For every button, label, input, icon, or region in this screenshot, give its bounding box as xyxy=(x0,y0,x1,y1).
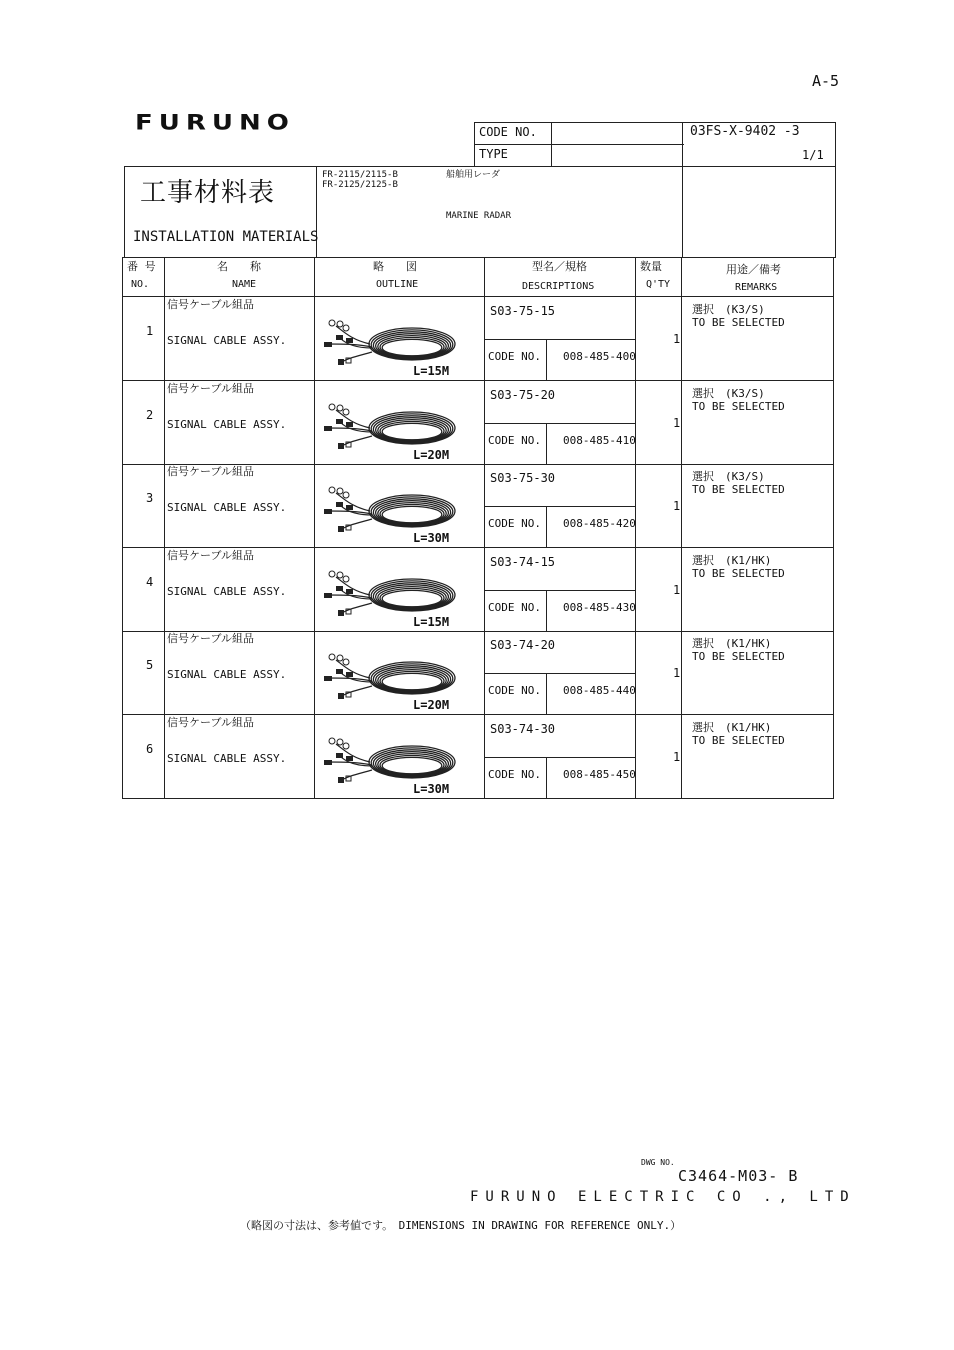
row-divider xyxy=(122,798,834,799)
row-divider xyxy=(122,380,834,381)
cable-coil-icon xyxy=(322,481,462,541)
item-code: 008-485-410 xyxy=(563,434,636,447)
code-divider xyxy=(484,339,635,340)
cable-length-label: L=15M xyxy=(413,615,450,629)
cable-coil-icon xyxy=(322,565,462,625)
model-line-2: FR-2125/2125-B xyxy=(322,180,398,190)
col-name-jp: 名 称 xyxy=(217,260,261,273)
code-split xyxy=(546,673,547,714)
code-divider xyxy=(484,506,635,507)
remark-en: TO BE SELECTED xyxy=(692,734,785,747)
company-name: FURUNO ELECTRIC CO ., LTD xyxy=(470,1189,856,1205)
col-no-jp: 番 号 xyxy=(127,260,156,273)
sheet-number: 1/1 xyxy=(802,148,824,162)
code-label: CODE NO. xyxy=(488,350,541,363)
item-type: S03-74-15 xyxy=(490,555,556,569)
remark-jp: 選択 (K1/HK) xyxy=(692,554,772,567)
item-name-en: SIGNAL CABLE ASSY. xyxy=(167,668,287,681)
item-name-jp: 信号ケーブル組品 xyxy=(167,549,255,562)
code-label: CODE NO. xyxy=(488,601,541,614)
item-type: S03-75-30 xyxy=(490,471,556,485)
remark-en: TO BE SELECTED xyxy=(692,400,785,413)
row-number: 4 xyxy=(146,575,154,589)
item-name-en: SIGNAL CABLE ASSY. xyxy=(167,752,287,765)
cable-coil-icon xyxy=(322,732,462,792)
dwg-label: DWG NO. xyxy=(641,1158,675,1167)
row-number: 5 xyxy=(146,658,154,672)
code-split xyxy=(546,423,547,464)
company-logo: FURUNO xyxy=(135,110,295,136)
code-no-label: CODE NO. xyxy=(479,125,537,139)
item-type: S03-75-15 xyxy=(490,304,556,318)
item-type: S03-75-20 xyxy=(490,388,556,402)
remark-jp: 選択 (K1/HK) xyxy=(692,721,772,734)
code-divider xyxy=(484,673,635,674)
item-quantity: 1 xyxy=(673,499,681,513)
item-code: 008-485-400 xyxy=(563,350,636,363)
item-type: S03-74-30 xyxy=(490,722,556,736)
item-type: S03-74-20 xyxy=(490,638,556,652)
col-name-en: NAME xyxy=(232,279,257,290)
item-code: 008-485-450 xyxy=(563,768,636,781)
title-en: INSTALLATION MATERIALS xyxy=(133,229,319,245)
cable-length-label: L=20M xyxy=(413,448,450,462)
row-number: 6 xyxy=(146,742,154,756)
remark-jp: 選択 (K3/S) xyxy=(692,303,765,316)
remark-jp: 選択 (K1/HK) xyxy=(692,637,772,650)
product-en: MARINE RADAR xyxy=(446,211,512,221)
code-split xyxy=(546,339,547,380)
code-label: CODE NO. xyxy=(488,768,541,781)
cable-coil-icon xyxy=(322,398,462,458)
col-qty-en: Q'TY xyxy=(646,279,671,290)
code-split xyxy=(546,590,547,631)
item-quantity: 1 xyxy=(673,666,681,680)
remark-en: TO BE SELECTED xyxy=(692,567,785,580)
drawing-code: 03FS-X-9402 -3 xyxy=(690,124,800,139)
item-quantity: 1 xyxy=(673,332,681,346)
page-number: A-5 xyxy=(812,72,840,90)
item-code: 008-485-440 xyxy=(563,684,636,697)
remark-en: TO BE SELECTED xyxy=(692,316,785,329)
col-desc-jp: 型名／規格 xyxy=(532,260,587,273)
cable-coil-icon xyxy=(322,648,462,708)
remark-jp: 選択 (K3/S) xyxy=(692,470,765,483)
col-remarks-jp: 用途／備考 xyxy=(726,263,781,276)
item-quantity: 1 xyxy=(673,750,681,764)
col-no-en: NO. xyxy=(131,279,150,290)
remark-jp: 選択 (K3/S) xyxy=(692,387,765,400)
item-name-en: SIGNAL CABLE ASSY. xyxy=(167,501,287,514)
code-divider xyxy=(484,423,635,424)
cable-length-label: L=30M xyxy=(413,782,450,796)
code-divider xyxy=(484,590,635,591)
title-jp: 工事材料表 xyxy=(140,178,276,208)
row-number: 3 xyxy=(146,491,154,505)
row-number: 2 xyxy=(146,408,154,422)
cable-length-label: L=20M xyxy=(413,698,450,712)
item-name-en: SIGNAL CABLE ASSY. xyxy=(167,585,287,598)
item-name-jp: 信号ケーブル組品 xyxy=(167,382,255,395)
col-desc-en: DESCRIPTIONS xyxy=(522,281,595,292)
row-divider xyxy=(122,547,834,548)
row-number: 1 xyxy=(146,324,154,338)
item-name-en: SIGNAL CABLE ASSY. xyxy=(167,418,287,431)
code-split xyxy=(546,506,547,547)
dwg-number: C3464-M03- B xyxy=(678,1167,799,1185)
row-divider xyxy=(122,714,834,715)
reference-note: （略図の寸法は、参考値です。 DIMENSIONS IN DRAWING FOR REFERENCE ONLY.） xyxy=(240,1219,682,1232)
item-code: 008-485-430 xyxy=(563,601,636,614)
cable-length-label: L=30M xyxy=(413,531,450,545)
type-label: TYPE xyxy=(479,147,508,161)
item-name-jp: 信号ケーブル組品 xyxy=(167,716,255,729)
item-name-jp: 信号ケーブル組品 xyxy=(167,632,255,645)
code-label: CODE NO. xyxy=(488,684,541,697)
cable-coil-icon xyxy=(322,314,462,374)
item-code: 008-485-420 xyxy=(563,517,636,530)
item-name-jp: 信号ケーブル組品 xyxy=(167,298,255,311)
code-split xyxy=(546,757,547,798)
cable-length-label: L=15M xyxy=(413,364,450,378)
item-name-jp: 信号ケーブル組品 xyxy=(167,465,255,478)
col-qty-jp: 数量 xyxy=(640,260,662,273)
model-line-1: FR-2115/2115-B xyxy=(322,170,398,180)
col-outline-jp: 略 図 xyxy=(373,260,417,273)
code-label: CODE NO. xyxy=(488,434,541,447)
item-quantity: 1 xyxy=(673,583,681,597)
item-quantity: 1 xyxy=(673,416,681,430)
code-label: CODE NO. xyxy=(488,517,541,530)
col-outline-en: OUTLINE xyxy=(376,279,419,290)
product-jp: 船舶用レーダ xyxy=(446,170,501,180)
item-name-en: SIGNAL CABLE ASSY. xyxy=(167,334,287,347)
remark-en: TO BE SELECTED xyxy=(692,650,785,663)
code-divider xyxy=(484,757,635,758)
col-remarks-en: REMARKS xyxy=(735,282,778,293)
remark-en: TO BE SELECTED xyxy=(692,483,785,496)
